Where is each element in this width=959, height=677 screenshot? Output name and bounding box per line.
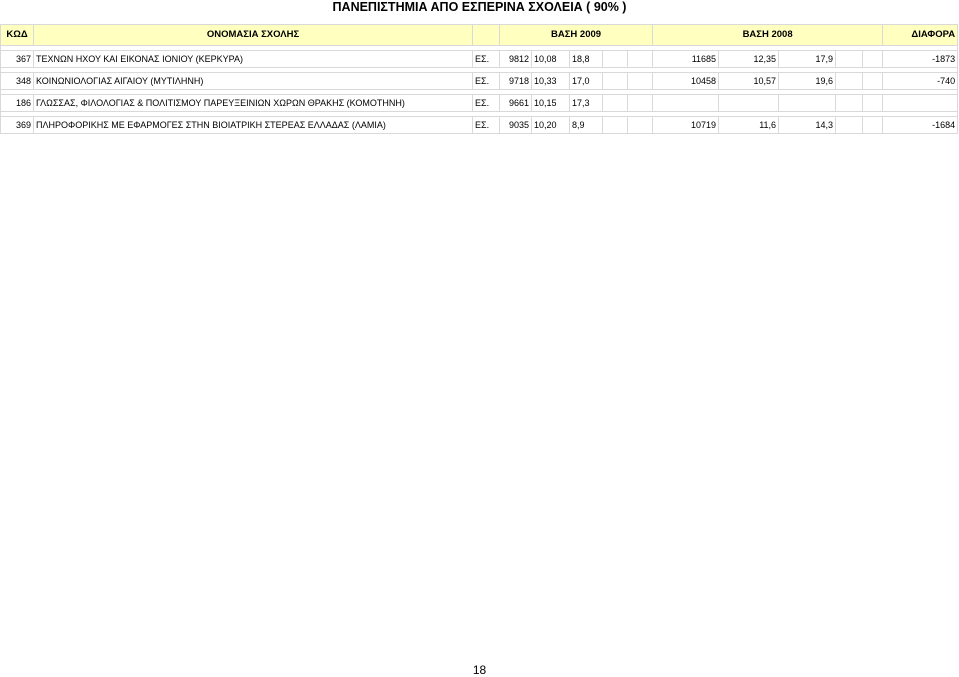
- row-base-2008: [653, 95, 719, 112]
- row-avg-2008: 12,35: [719, 51, 779, 68]
- header-difference: ΔΙΑΦΟΡΑ: [883, 25, 958, 46]
- row-type: ΕΣ.: [473, 51, 500, 68]
- row-avg-2009: 10,33: [532, 73, 570, 90]
- row-difference: [883, 95, 958, 112]
- row-pct-2009: 8,9: [570, 117, 603, 134]
- header-row: [1, 25, 958, 46]
- schools-table: [0, 24, 958, 134]
- row-avg-2009: 10,15: [532, 95, 570, 112]
- row-base-2009: 9718: [500, 73, 532, 90]
- row-school-name: ΓΛΩΣΣΑΣ, ΦΙΛΟΛΟΓΙΑΣ & ΠΟΛΙΤΙΣΜΟΥ ΠΑΡΕΥΞΕΙΝΙΩΝ ΧΩΡΩΝ ΘΡΑΚΗΣ (ΚΟΜΟΤΗΝΗ): [34, 95, 473, 112]
- table-row: [1, 51, 958, 68]
- row-avg-2009: 10,20: [532, 117, 570, 134]
- header-base-2008: ΒΑΣΗ 2008: [653, 25, 883, 46]
- row-pct-2009: 17,0: [570, 73, 603, 90]
- table-row: [1, 95, 958, 112]
- row-avg-2008: 11,6: [719, 117, 779, 134]
- header-code: ΚΩΔ: [1, 25, 34, 46]
- row-type: ΕΣ.: [473, 95, 500, 112]
- row-base-2008: 10719: [653, 117, 719, 134]
- row-pct-2009: 18,8: [570, 51, 603, 68]
- row-avg-2009: 10,08: [532, 51, 570, 68]
- row-code: 348: [1, 73, 34, 90]
- row-pct-2008: 19,6: [779, 73, 836, 90]
- table-row: [1, 117, 958, 134]
- row-base-2009: 9035: [500, 117, 532, 134]
- row-base-2009: 9812: [500, 51, 532, 68]
- row-difference: -1873: [883, 51, 958, 68]
- row-difference: -1684: [883, 117, 958, 134]
- row-pct-2008: 17,9: [779, 51, 836, 68]
- row-avg-2008: 10,57: [719, 73, 779, 90]
- row-pct-2008: 14,3: [779, 117, 836, 134]
- row-base-2008: 10458: [653, 73, 719, 90]
- row-base-2008: 11685: [653, 51, 719, 68]
- row-type: ΕΣ.: [473, 73, 500, 90]
- row-type: ΕΣ.: [473, 117, 500, 134]
- row-pct-2008: [779, 95, 836, 112]
- row-avg-2008: [719, 95, 779, 112]
- row-difference: -740: [883, 73, 958, 90]
- row-code: 186: [1, 95, 34, 112]
- header-school-name: ΟΝΟΜΑΣΙΑ ΣΧΟΛΗΣ: [34, 25, 473, 46]
- row-school-name: ΠΛΗΡΟΦΟΡΙΚΗΣ ΜΕ ΕΦΑΡΜΟΓΕΣ ΣΤΗΝ ΒΙΟΙΑΤΡΙΚΗ ΣΤΕΡΕΑΣ ΕΛΛΑΔΑΣ (ΛΑΜΙΑ): [34, 117, 473, 134]
- header-base-2009: ΒΑΣΗ 2009: [500, 25, 653, 46]
- row-school-name: ΚΟΙΝΩΝΙΟΛΟΓΙΑΣ ΑΙΓΑΙΟΥ (ΜΥΤΙΛΗΝΗ): [34, 73, 473, 90]
- row-school-name: ΤΕΧΝΩΝ ΗΧΟΥ ΚΑΙ ΕΙΚΟΝΑΣ ΙΟΝΙΟΥ (ΚΕΡΚΥΡΑ): [34, 51, 473, 68]
- page-title: ΠΑΝΕΠΙΣΤΗΜΙΑ ΑΠΟ ΕΣΠΕΡΙΝΑ ΣΧΟΛΕΙΑ ( 90% ): [332, 0, 627, 14]
- page-number: 18: [472, 663, 487, 677]
- row-pct-2009: 17,3: [570, 95, 603, 112]
- row-base-2009: 9661: [500, 95, 532, 112]
- table-row: [1, 73, 958, 90]
- row-code: 367: [1, 51, 34, 68]
- row-code: 369: [1, 117, 34, 134]
